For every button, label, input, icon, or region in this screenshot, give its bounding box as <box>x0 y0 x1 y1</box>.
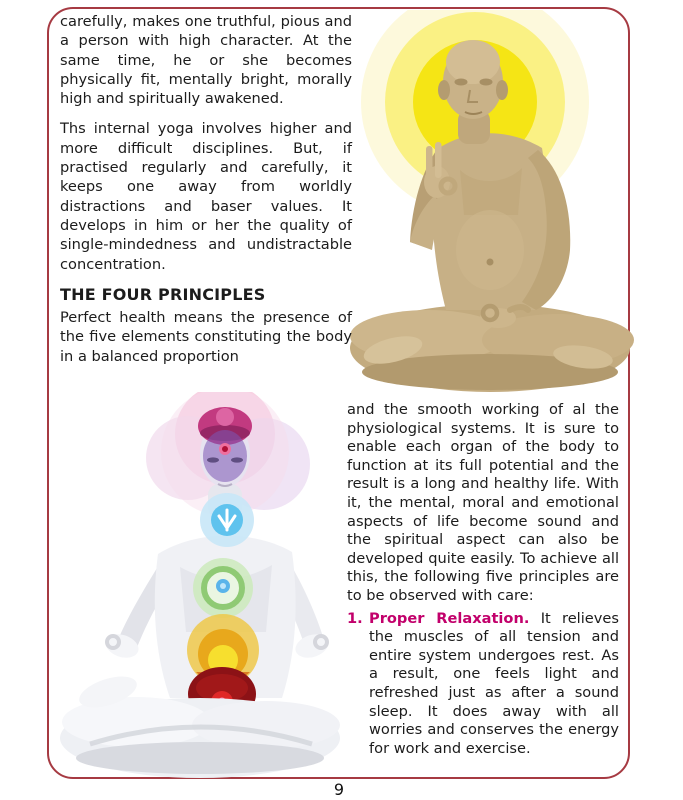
section-heading-four-principles: THE FOUR PRINCIPLES <box>60 284 266 304</box>
paragraph-internal-yoga: Ths internal yoga involves higher and more difficult disciplines. But, if practised regularly and carefully, it keeps one away from worldly distractions and baser values. It develops in him or her the quality of single-mindedness and undistractable concentration. <box>60 120 352 273</box>
list-body <box>369 610 619 759</box>
paragraph-character: carefully, makes one truthful, pious and a person with high character. At the same time, he or she becomes physically fit, mentally bright, morally high and spiritually awakened. <box>60 13 352 108</box>
list-number: 1. <box>347 609 363 627</box>
principle-list-item-1 <box>347 610 619 759</box>
halo-meditation-figure-image <box>340 10 640 397</box>
principle-title: Proper Relaxation. <box>369 609 530 627</box>
paragraph-physiological: and the smooth working of al the physiological systems. It is sure to enable each organ of the body to function at its full potential and the result is a long and healthy life. With it, the mental, moral and emotional aspects of life become sound and the spiritual aspect can also be developed quite easily. To achieve all this, the following five principles are to be observed with care: <box>347 401 619 604</box>
left-text-column <box>60 12 352 366</box>
paragraph-perfect-health: Perfect health means the presence of the five elements constituting the body in a balanced proportion <box>60 309 352 365</box>
chakra-meditation-figure-image <box>50 392 350 782</box>
principle-text: It relieves the muscles of all tension and entire system undergoes rest. As a result, one feels light and refreshed just as after a sound sleep. It does away with all worries and conserves the energy for work and exercise. <box>369 609 619 757</box>
page-number: 9 <box>333 780 345 799</box>
right-text-column <box>347 401 619 758</box>
